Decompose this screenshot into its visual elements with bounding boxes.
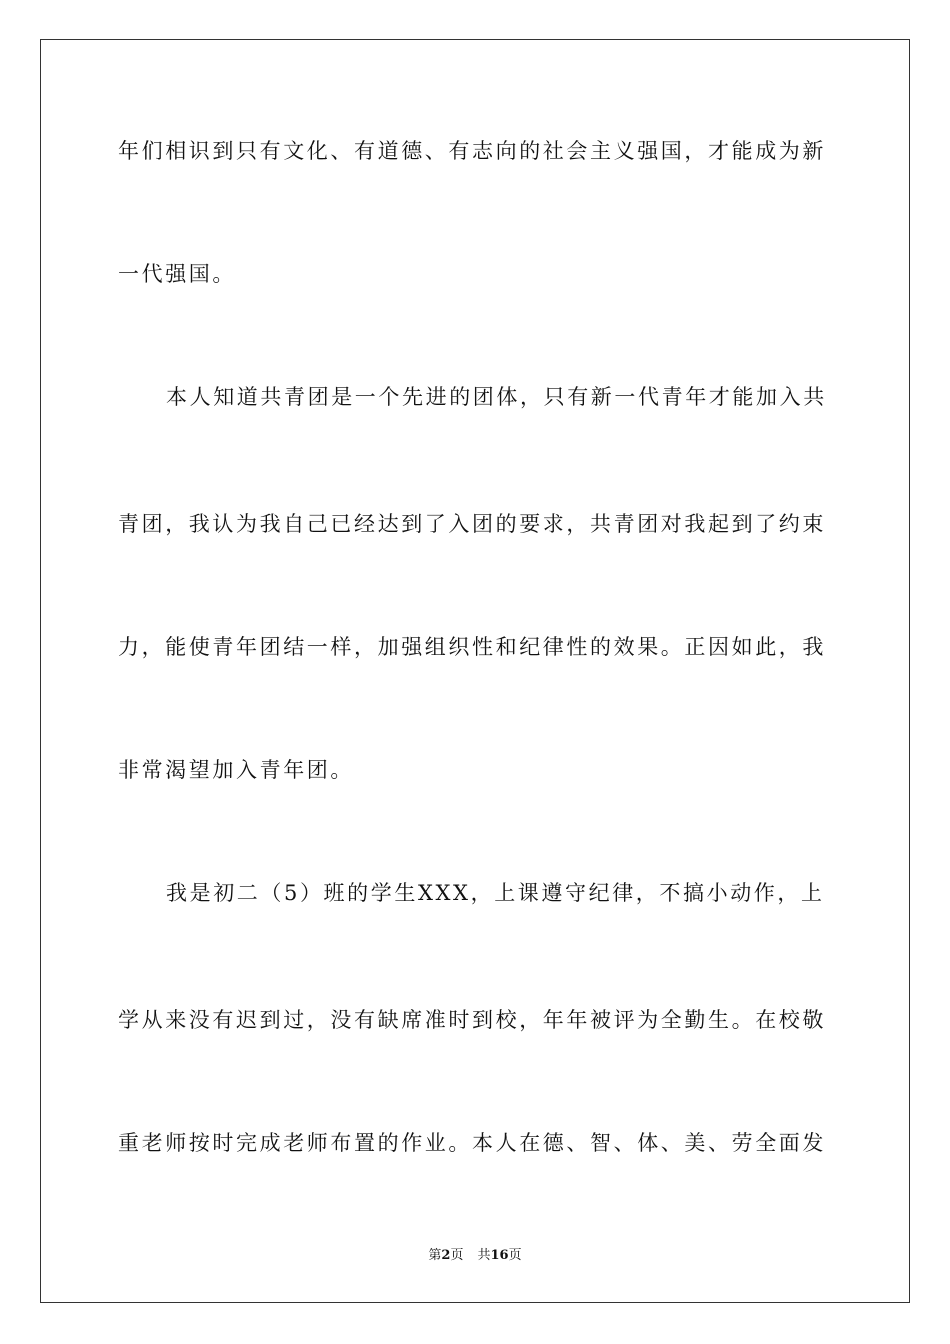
body-line-3: 本人知道共青团是一个先进的团体，只有新一代青年才能加入共 [166,385,827,409]
page-prefix: 第 [428,1248,442,1263]
body-line-1: 年们相识到只有文化、有道德、有志向的社会主义强国，才能成为新 [118,139,826,163]
total-suffix: 页 [508,1248,522,1263]
body-line-8: 学从来没有迟到过，没有缺席准时到校，年年被评为全勤生。在校敬 [118,1008,826,1032]
body-line-4: 青团，我认为我自己已经达到了入团的要求，共青团对我起到了约束 [118,512,826,536]
total-pages: 16 [490,1248,509,1263]
page-footer [0,1247,950,1265]
page-number: 2 [441,1248,451,1263]
page-suffix: 页 [450,1248,464,1263]
body-line-5: 力，能使青年团结一样，加强组织性和纪律性的效果。正因如此，我 [118,635,826,659]
body-line-6: 非常渴望加入青年团。 [118,758,354,782]
body-line-7: 我是初二（5）班的学生XXX，上课遵守纪律，不搞小动作，上 [166,881,825,905]
page-border [40,39,910,1303]
body-line-2: 一代强国。 [118,262,236,286]
body-line-9: 重老师按时完成老师布置的作业。本人在德、智、体、美、劳全面发 [118,1131,826,1155]
total-prefix: 共 [477,1248,491,1263]
